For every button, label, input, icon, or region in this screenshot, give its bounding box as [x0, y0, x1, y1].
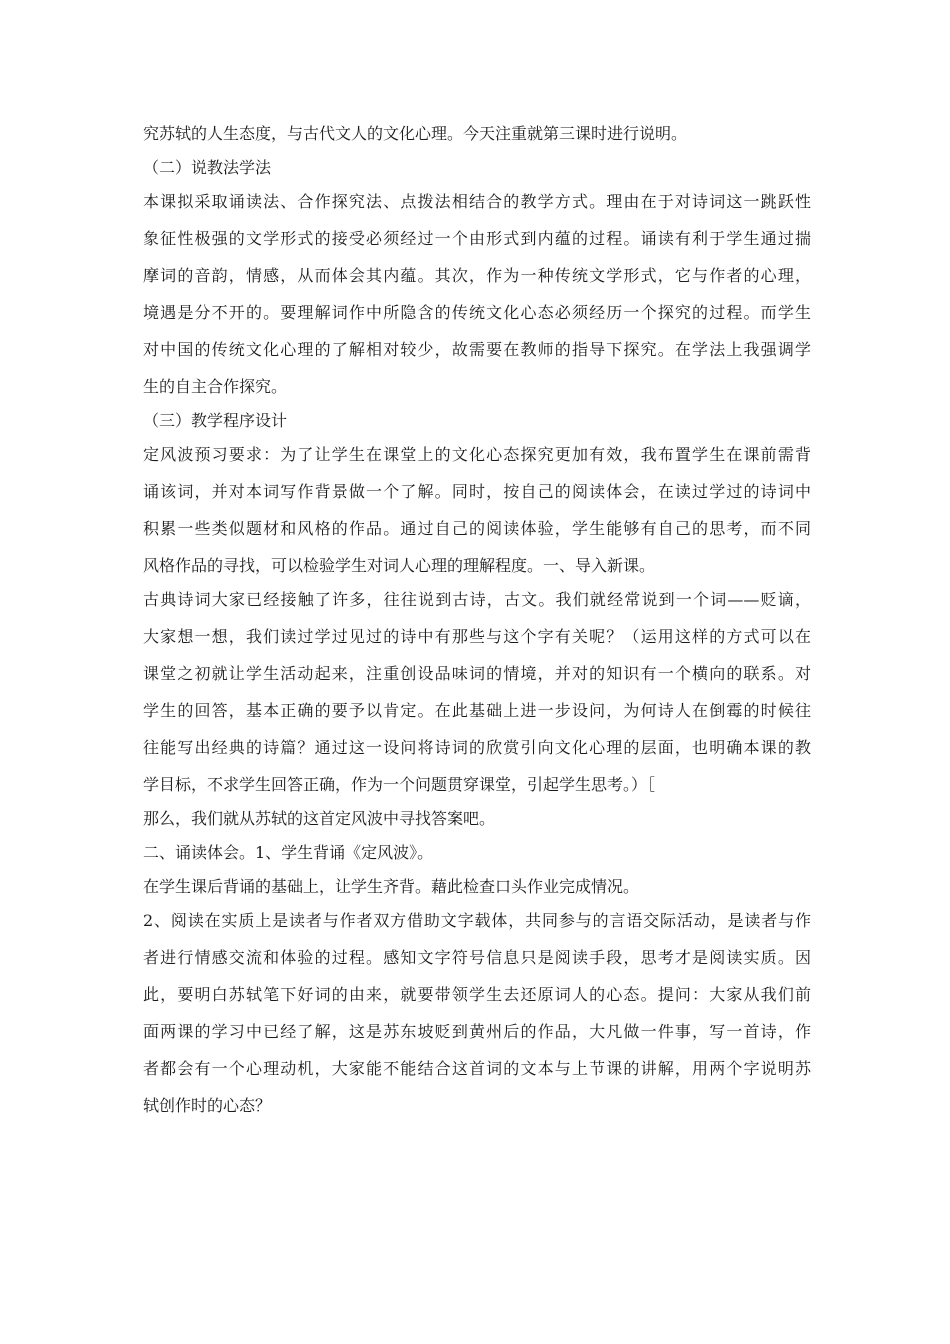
text-line: 摩词的音韵，情感，从而体会其内蕴。其次，作为一种传统文学形式，它与作者的心理， — [143, 266, 811, 285]
text-line: 对中国的传统文化心理的了解相对较少，故需要在教师的指导下探究。在学法上我强调学 — [143, 340, 811, 359]
text-line: 那么，我们就从苏轼的这首定风波中寻找答案吧。 — [143, 809, 496, 828]
text-line: 积累一些类似题材和风格的作品。通过自己的阅读体验，学生能够有自己的思考，而不同 — [143, 519, 811, 538]
text-line: 究苏轼的人生态度，与古代文人的文化心理。今天注重就第三课时进行说明。 — [143, 124, 688, 143]
text-line: 此，要明白苏轼笔下好词的由来，就要带领学生去还原词人的心态。提问：大家从我们前 — [143, 985, 811, 1004]
text-line: 面两课的学习中已经了解，这是苏东坡贬到黄州后的作品，大凡做一件事，写一首诗，作 — [143, 1022, 811, 1041]
text-line: 往能写出经典的诗篇？通过这一设问将诗词的欣赏引向文化心理的层面，也明确本课的教 — [143, 738, 811, 757]
section-heading: （三）教学程序设计 — [143, 411, 288, 430]
text-line: 境遇是分不开的。要理解词作中所隐含的传统文化心态必须经历一个探究的过程。而学生 — [143, 303, 811, 322]
text-line: 古典诗词大家已经接触了许多，往往说到古诗，古文。我们就经常说到一个词——贬谪， — [143, 590, 811, 609]
text-line: 生的自主合作探究。 — [143, 377, 288, 396]
document-body — [143, 122, 811, 1117]
text-line: 风格作品的寻找，可以检验学生对词人心理的理解程度。一、导入新课。 — [143, 556, 656, 575]
text-line: 学生的回答，基本正确的要予以肯定。在此基础上进一步设问，为何诗人在倒霉的时候往 — [143, 701, 811, 720]
text-line: 学目标，不求学生回答正确，作为一个问题贯穿课堂，引起学生思考。）［ — [143, 775, 656, 794]
text-line: 象征性极强的文学形式的接受必须经过一个由形式到内蕴的过程。诵读有利于学生通过揣 — [143, 229, 811, 248]
text-line: 定风波预习要求：为了让学生在课堂上的文化心态探究更加有效，我布置学生在课前需背 — [143, 445, 811, 464]
text-line: 2、阅读在实质上是读者与作者双方借助文字载体，共同参与的言语交际活动，是读者与作 — [143, 911, 811, 930]
text-line: 在学生课后背诵的基础上，让学生齐背。藉此检查口头作业完成情况。 — [143, 877, 640, 896]
text-line: 课堂之初就让学生活动起来，注重创设品味词的情境，并对的知识有一个横向的联系。对 — [143, 664, 811, 683]
text-line: 轼创作时的心态？ — [143, 1096, 272, 1115]
text-line: 诵该词，并对本词写作背景做一个了解。同时，按自己的阅读体会，在读过学过的诗词中 — [143, 482, 811, 501]
text-line: 大家想一想，我们读过学过见过的诗中有那些与这个字有关呢？（运用这样的方式可以在 — [143, 627, 811, 646]
text-line: 者都会有一个心理动机，大家能不能结合这首词的文本与上节课的讲解，用两个字说明苏 — [143, 1059, 811, 1078]
text-line: 者进行情感交流和体验的过程。感知文字符号信息只是阅读手段，思考才是阅读实质。因 — [143, 948, 811, 967]
section-heading: 二、诵读体会。1、学生背诵《定风波》。 — [143, 843, 434, 862]
section-heading: （二）说教法学法 — [143, 158, 272, 177]
text-line: 本课拟采取诵读法、合作探究法、点拨法相结合的教学方式。理由在于对诗词这一跳跃性 — [143, 192, 811, 211]
